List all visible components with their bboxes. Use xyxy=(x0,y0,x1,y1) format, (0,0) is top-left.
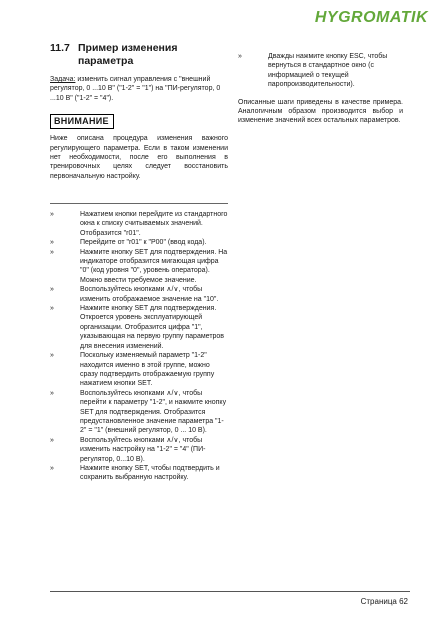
task-text: изменить сигнал управления с "внешний регулятор, 0 ...10 В" ("1-2" = "1") на "ПИ-регулятор, 0 ...10 В" ("1-2" = "4"). xyxy=(50,76,221,102)
step-bullet: » xyxy=(50,286,54,294)
step-item xyxy=(50,285,228,304)
step-text: Нажмите кнопку SET, чтобы подтвердить и сохранить выбранную настройку. xyxy=(80,464,220,482)
step-item xyxy=(50,238,228,247)
step-item xyxy=(50,210,228,238)
step-bullet: » xyxy=(50,248,54,256)
step-text: Нажмите кнопку SET для подтверждения. На индикаторе отобразится мигающая цифра "0" (код уровня "0", уровень оператора). Можно ввести требуемое значение. xyxy=(80,248,228,284)
step-bullet: » xyxy=(50,239,54,247)
page-header xyxy=(0,0,446,30)
step-text: Нажмите кнопку SET для подтверждения. Откроется уровень эксплуатирующей организации. Отобразится цифра "1", указывающая на первую группу параметров для внесения изменений. xyxy=(80,305,225,350)
section-heading xyxy=(50,42,228,68)
logo-part-hygro: HYGRO xyxy=(314,9,377,26)
step-text: Поскольку изменяемый параметр "1-2" находится именно в этой группе, можно сразу подтвердить отображаемую группу нажатием кнопки SET. xyxy=(80,352,215,388)
logo-part-matik: MATIK xyxy=(376,9,428,26)
step-item xyxy=(50,351,228,389)
page-number: Страница 62 xyxy=(360,597,408,606)
step-item xyxy=(50,304,228,351)
step-bullet: » xyxy=(50,389,54,397)
step-item xyxy=(50,464,228,483)
step-text: Перейдите от "r01" к "P00" (ввод кода). xyxy=(80,239,207,247)
step-bullet: » xyxy=(238,53,242,60)
right-column xyxy=(238,52,403,126)
step-item xyxy=(50,248,228,286)
step-text: Воспользуйтесь кнопками ∧/∨, чтобы изменить настройку на "1-2" = "4" (ПИ-регулятор, 0...10 В). xyxy=(80,436,206,463)
esc-step-text: Дважды нажмите кнопку ESC, чтобы вернуться в стандартное окно (с информацией о текущей паропроизводительности). xyxy=(268,53,388,89)
warning-label: ВНИМАНИЕ xyxy=(50,114,114,129)
step-bullet: » xyxy=(50,211,54,218)
step-item xyxy=(50,389,228,436)
hygromatik-logo xyxy=(315,9,428,27)
section-number: 11.7 xyxy=(50,42,70,54)
step-text: Воспользуйтесь кнопками ∧/∨, чтобы перейти к параметру "1-2", и нажмите кнопку SET для подтверждения. Отобразится предустановленное значение параметра "1-2" = "1" (внешний регулятор, 0 ... 10 В). xyxy=(80,389,227,435)
step-bullet: » xyxy=(50,352,54,360)
warning-text: Ниже описана процедура изменения важного регулирующего параметра. Если в таком изменении нет необходимости, после его выполнения в тренировочных целях следует восстановить первоначальную настройку. xyxy=(50,135,228,180)
step-bullet: » xyxy=(50,305,54,313)
step-item xyxy=(50,436,228,464)
esc-step xyxy=(238,52,403,90)
step-list xyxy=(50,210,228,483)
step-bullet: » xyxy=(50,464,54,472)
section-title: Пример изменения параметра xyxy=(78,42,178,67)
step-text: Нажатием кнопки перейдите из стандартного окна к списку считываемых значений. Отобразится "r01". xyxy=(80,211,228,237)
step-bullet: » xyxy=(50,436,54,444)
footer-divider xyxy=(50,591,410,592)
section-divider xyxy=(50,203,228,204)
step-text: Воспользуйтесь кнопками ∧/∨, чтобы изменить отображаемое значение на "10". xyxy=(80,286,219,303)
task-paragraph xyxy=(50,75,228,103)
task-label: Задача: xyxy=(50,76,76,83)
closing-paragraph: Описанные шаги приведены в качестве примера. Аналогичным образом производится выбор и изменение значений всех остальных параметров. xyxy=(238,98,403,125)
left-column xyxy=(50,42,228,181)
